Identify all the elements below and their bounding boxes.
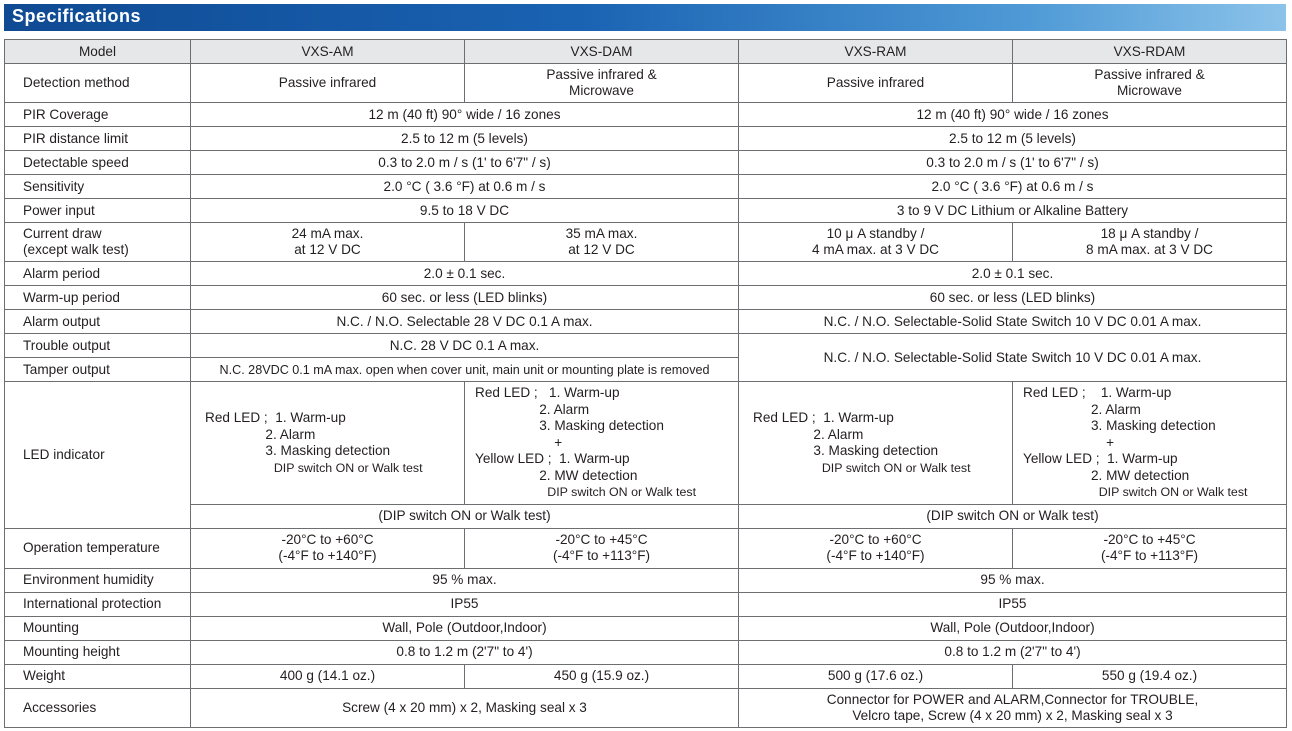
table-row	[5, 592, 1287, 616]
cell-value: 2.0 °C ( 3.6 °F) at 0.6 m / s	[739, 175, 1287, 199]
cell-line: -20°C to +45°C	[555, 532, 648, 548]
col-header-vxs-am: VXS-AM	[191, 40, 465, 64]
led-note: DIP switch ON or Walk test	[753, 460, 971, 475]
cell-value	[465, 223, 739, 262]
row-label: Weight	[5, 664, 191, 688]
row-label: Environment humidity	[5, 568, 191, 592]
col-header-vxs-dam: VXS-DAM	[465, 40, 739, 64]
cell-value: 60 sec. or less (LED blinks)	[191, 286, 739, 310]
cell-value	[739, 223, 1013, 262]
cell-value: 2.5 to 12 m (5 levels)	[739, 127, 1287, 151]
led-note: DIP switch ON or Walk test	[205, 460, 423, 475]
led-note: DIP switch ON or Walk test	[475, 485, 697, 500]
row-label: International protection	[5, 592, 191, 616]
cell-line: -20°C to +45°C	[1103, 532, 1196, 548]
table-row	[5, 504, 1287, 528]
table-row	[5, 334, 1287, 358]
row-label: PIR distance limit	[5, 127, 191, 151]
cell-value: 60 sec. or less (LED blinks)	[739, 286, 1287, 310]
table-row	[5, 688, 1287, 727]
col-header-model: Model	[5, 40, 191, 64]
row-label: Detection method	[5, 64, 191, 103]
row-label: Detectable speed	[5, 151, 191, 175]
table-row	[5, 199, 1287, 223]
led-description: Red LED ; 1. Warm-up 2. Alarm 3. Masking detection	[205, 410, 391, 459]
cell-value: (DIP switch ON or Walk test)	[739, 504, 1287, 528]
section-title-bar	[4, 4, 1286, 31]
row-label: PIR Coverage	[5, 103, 191, 127]
cell-value: IP55	[739, 592, 1287, 616]
table-row	[5, 64, 1287, 103]
cell-line: 35 mA max.	[565, 226, 638, 242]
cell-line: 24 mA max.	[291, 226, 364, 242]
cell-value: 2.0 °C ( 3.6 °F) at 0.6 m / s	[191, 175, 739, 199]
table-row	[5, 175, 1287, 199]
cell-value	[191, 528, 465, 568]
table-row	[5, 664, 1287, 688]
cell-line: (-4°F to +140°F)	[826, 548, 925, 564]
table-row	[5, 286, 1287, 310]
cell-value	[739, 382, 1013, 504]
table-row	[5, 528, 1287, 568]
cell-value	[465, 382, 739, 504]
cell-value: 0.3 to 2.0 m / s (1' to 6'7" / s)	[739, 151, 1287, 175]
cell-value: N.C. 28 V DC 0.1 A max.	[191, 334, 739, 358]
cell-value	[1013, 382, 1287, 504]
cell-value: 12 m (40 ft) 90° wide / 16 zones	[191, 103, 739, 127]
cell-value: N.C. / N.O. Selectable-Solid State Switch 10 V DC 0.01 A max.	[739, 310, 1287, 334]
cell-value	[739, 528, 1013, 568]
section-title: Specifications	[12, 6, 142, 26]
cell-value: 95 % max.	[739, 568, 1287, 592]
cell-line: at 12 V DC	[568, 242, 635, 258]
led-description: Red LED ; 1. Warm-up 2. Alarm 3. Masking detection	[753, 410, 939, 459]
cell-value: Screw (4 x 20 mm) x 2, Masking seal x 3	[191, 688, 739, 727]
cell-value	[739, 688, 1287, 727]
row-label: Trouble output	[5, 334, 191, 358]
cell-line: Connector for POWER and ALARM,Connector for TROUBLE,	[826, 691, 1199, 707]
led-description: Red LED ; 1. Warm-up 2. Alarm 3. Masking detection + Yellow LED ; 1. Warm-up 2. MW detection	[1023, 385, 1216, 483]
col-header-vxs-ram: VXS-RAM	[739, 40, 1013, 64]
table-row	[5, 568, 1287, 592]
cell-value	[1013, 528, 1287, 568]
table-row	[5, 127, 1287, 151]
cell-value: N.C. 28VDC 0.1 mA max. open when cover unit, main unit or mounting plate is removed	[191, 358, 739, 382]
row-label: Alarm period	[5, 262, 191, 286]
cell-value: 450 g (15.9 oz.)	[465, 664, 739, 688]
cell-value	[465, 528, 739, 568]
cell-value: N.C. / N.O. Selectable 28 V DC 0.1 A max.	[191, 310, 739, 334]
cell-value: (DIP switch ON or Walk test)	[191, 504, 739, 528]
cell-value: 0.3 to 2.0 m / s (1' to 6'7" / s)	[191, 151, 739, 175]
cell-value: Passive infrared	[739, 64, 1013, 103]
cell-value: 2.0 ± 0.1 sec.	[739, 262, 1287, 286]
cell-line: Velcro tape, Screw (4 x 20 mm) x 2, Masking seal x 3	[852, 707, 1173, 723]
cell-line: at 12 V DC	[294, 242, 361, 258]
cell-value: 3 to 9 V DC Lithium or Alkaline Battery	[739, 199, 1287, 223]
cell-value: IP55	[191, 592, 739, 616]
cell-value: 95 % max.	[191, 568, 739, 592]
table-row	[5, 616, 1287, 640]
cell-value: 2.0 ± 0.1 sec.	[191, 262, 739, 286]
cell-value: Passive infrared	[191, 64, 465, 103]
cell-line: 8 mA max. at 3 V DC	[1086, 242, 1213, 258]
led-description: Red LED ; 1. Warm-up 2. Alarm 3. Masking detection + Yellow LED ; 1. Warm-up 2. MW detection	[475, 385, 664, 483]
row-label-line: (except walk test)	[23, 242, 129, 258]
row-label: Power input	[5, 199, 191, 223]
cell-line: (-4°F to +113°F)	[1100, 548, 1199, 564]
cell-line: -20°C to +60°C	[281, 532, 374, 548]
row-label-line: Current draw	[23, 226, 102, 242]
cell-value: 500 g (17.6 oz.)	[739, 664, 1013, 688]
table-row	[5, 640, 1287, 664]
cell-value: N.C. / N.O. Selectable-Solid State Switch 10 V DC 0.01 A max.	[739, 334, 1287, 382]
cell-value: 9.5 to 18 V DC	[191, 199, 739, 223]
cell-value: 2.5 to 12 m (5 levels)	[191, 127, 739, 151]
table-row	[5, 262, 1287, 286]
cell-value: Passive infrared & Microwave	[1013, 64, 1287, 103]
cell-value: 12 m (40 ft) 90° wide / 16 zones	[739, 103, 1287, 127]
table-row	[5, 310, 1287, 334]
cell-value	[1013, 223, 1287, 262]
specifications-table	[4, 39, 1287, 728]
cell-line: 18 μ A standby /	[1100, 226, 1199, 242]
cell-value: Wall, Pole (Outdoor,Indoor)	[191, 616, 739, 640]
col-header-vxs-rdam: VXS-RDAM	[1013, 40, 1287, 64]
row-label: Sensitivity	[5, 175, 191, 199]
row-label: Warm-up period	[5, 286, 191, 310]
cell-value: 550 g (19.4 oz.)	[1013, 664, 1287, 688]
cell-line: 4 mA max. at 3 V DC	[812, 242, 939, 258]
row-label: LED indicator	[5, 382, 191, 528]
row-label: Mounting height	[5, 640, 191, 664]
row-label: Mounting	[5, 616, 191, 640]
cell-line: -20°C to +60°C	[829, 532, 922, 548]
cell-value: Passive infrared & Microwave	[465, 64, 739, 103]
row-label: Accessories	[5, 688, 191, 727]
row-label	[5, 223, 191, 262]
row-label: Operation temperature	[5, 528, 191, 568]
cell-value: 400 g (14.1 oz.)	[191, 664, 465, 688]
cell-line: (-4°F to +140°F)	[278, 548, 377, 564]
table-row	[5, 151, 1287, 175]
row-label: Tamper output	[5, 358, 191, 382]
cell-value: 0.8 to 1.2 m (2'7" to 4')	[191, 640, 739, 664]
table-row	[5, 103, 1287, 127]
cell-value	[191, 223, 465, 262]
cell-value	[191, 382, 465, 504]
header-row	[5, 40, 1287, 64]
table-row	[5, 223, 1287, 262]
cell-value: Wall, Pole (Outdoor,Indoor)	[739, 616, 1287, 640]
cell-value: 0.8 to 1.2 m (2'7" to 4')	[739, 640, 1287, 664]
led-note: DIP switch ON or Walk test	[1023, 485, 1248, 500]
row-label: Alarm output	[5, 310, 191, 334]
cell-line: 10 μ A standby /	[826, 226, 925, 242]
cell-line: (-4°F to +113°F)	[552, 548, 651, 564]
table-row	[5, 382, 1287, 504]
